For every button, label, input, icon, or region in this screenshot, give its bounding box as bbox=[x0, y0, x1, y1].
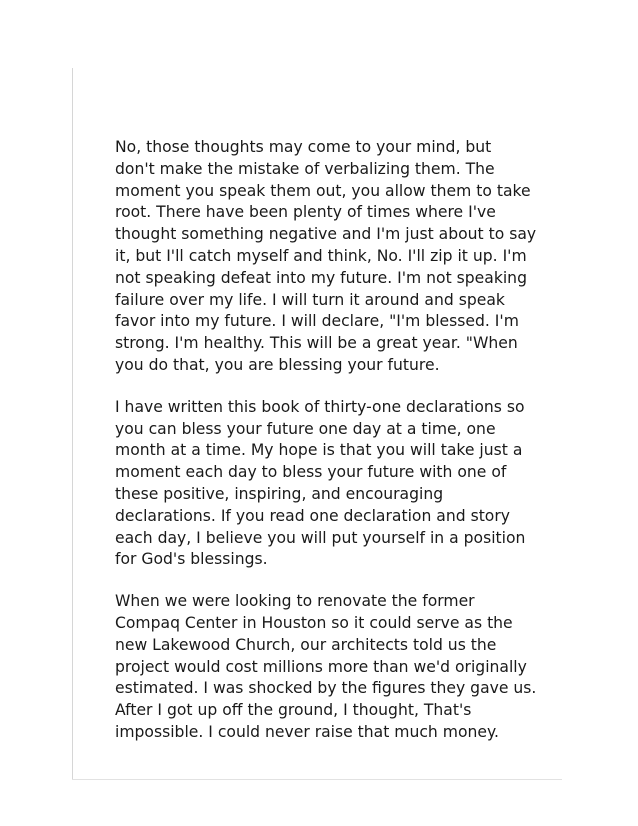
text-line: you do that, you are blessing your future. bbox=[115, 355, 440, 374]
text-line: strong. I'm healthy. This will be a great year. "When bbox=[115, 334, 518, 353]
text-line: don't make the mistake of verbalizing them. The bbox=[115, 159, 495, 178]
text-line: these positive, inspiring, and encouraging bbox=[115, 484, 444, 503]
text-line: moment you speak them out, you allow them to take bbox=[115, 181, 531, 200]
text-line: each day, I believe you will put yourself in a position bbox=[115, 528, 526, 547]
text-line: failure over my life. I will turn it around and speak bbox=[115, 290, 505, 309]
left-margin-rule bbox=[72, 68, 73, 780]
text-line: month at a time. My hope is that you will take just a bbox=[115, 441, 523, 460]
text-line: declarations. If you read one declaration and story bbox=[115, 506, 510, 525]
body-text bbox=[115, 137, 590, 764]
text-line: impossible. I could never raise that much money. bbox=[115, 722, 499, 741]
text-line: thought something negative and I'm just about to say bbox=[115, 225, 537, 244]
text-line: favor into my future. I will declare, "I'm blessed. I'm bbox=[115, 312, 519, 331]
paragraph-1 bbox=[115, 137, 590, 377]
text-line: I have written this book of thirty-one declarations so bbox=[115, 397, 525, 416]
text-line: No, those thoughts may come to your mind, but bbox=[115, 138, 492, 156]
text-line: estimated. I was shocked by the figures they gave us. bbox=[115, 679, 537, 698]
bottom-margin-rule bbox=[72, 779, 562, 780]
text-line: Compaq Center in Houston so it could serve as the bbox=[115, 613, 513, 632]
text-line: project would cost millions more than we'd originally bbox=[115, 657, 527, 676]
text-line: moment each day to bless your future with one of bbox=[115, 463, 507, 482]
paragraph-2 bbox=[115, 397, 590, 571]
text-line: not speaking defeat into my future. I'm not speaking bbox=[115, 268, 527, 287]
text-line: it, but I'll catch myself and think, No. I'll zip it up. I'm bbox=[115, 246, 527, 265]
text-line: root. There have been plenty of times where I've bbox=[115, 203, 496, 222]
text-line: After I got up off the ground, I thought, That's bbox=[115, 701, 472, 720]
text-line: for God's blessings. bbox=[115, 550, 268, 569]
text-line: new Lakewood Church, our architects told us the bbox=[115, 635, 497, 654]
paragraph-3 bbox=[115, 591, 590, 744]
text-line: you can bless your future one day at a time, one bbox=[115, 419, 496, 438]
text-line: When we were looking to renovate the former bbox=[115, 592, 475, 611]
